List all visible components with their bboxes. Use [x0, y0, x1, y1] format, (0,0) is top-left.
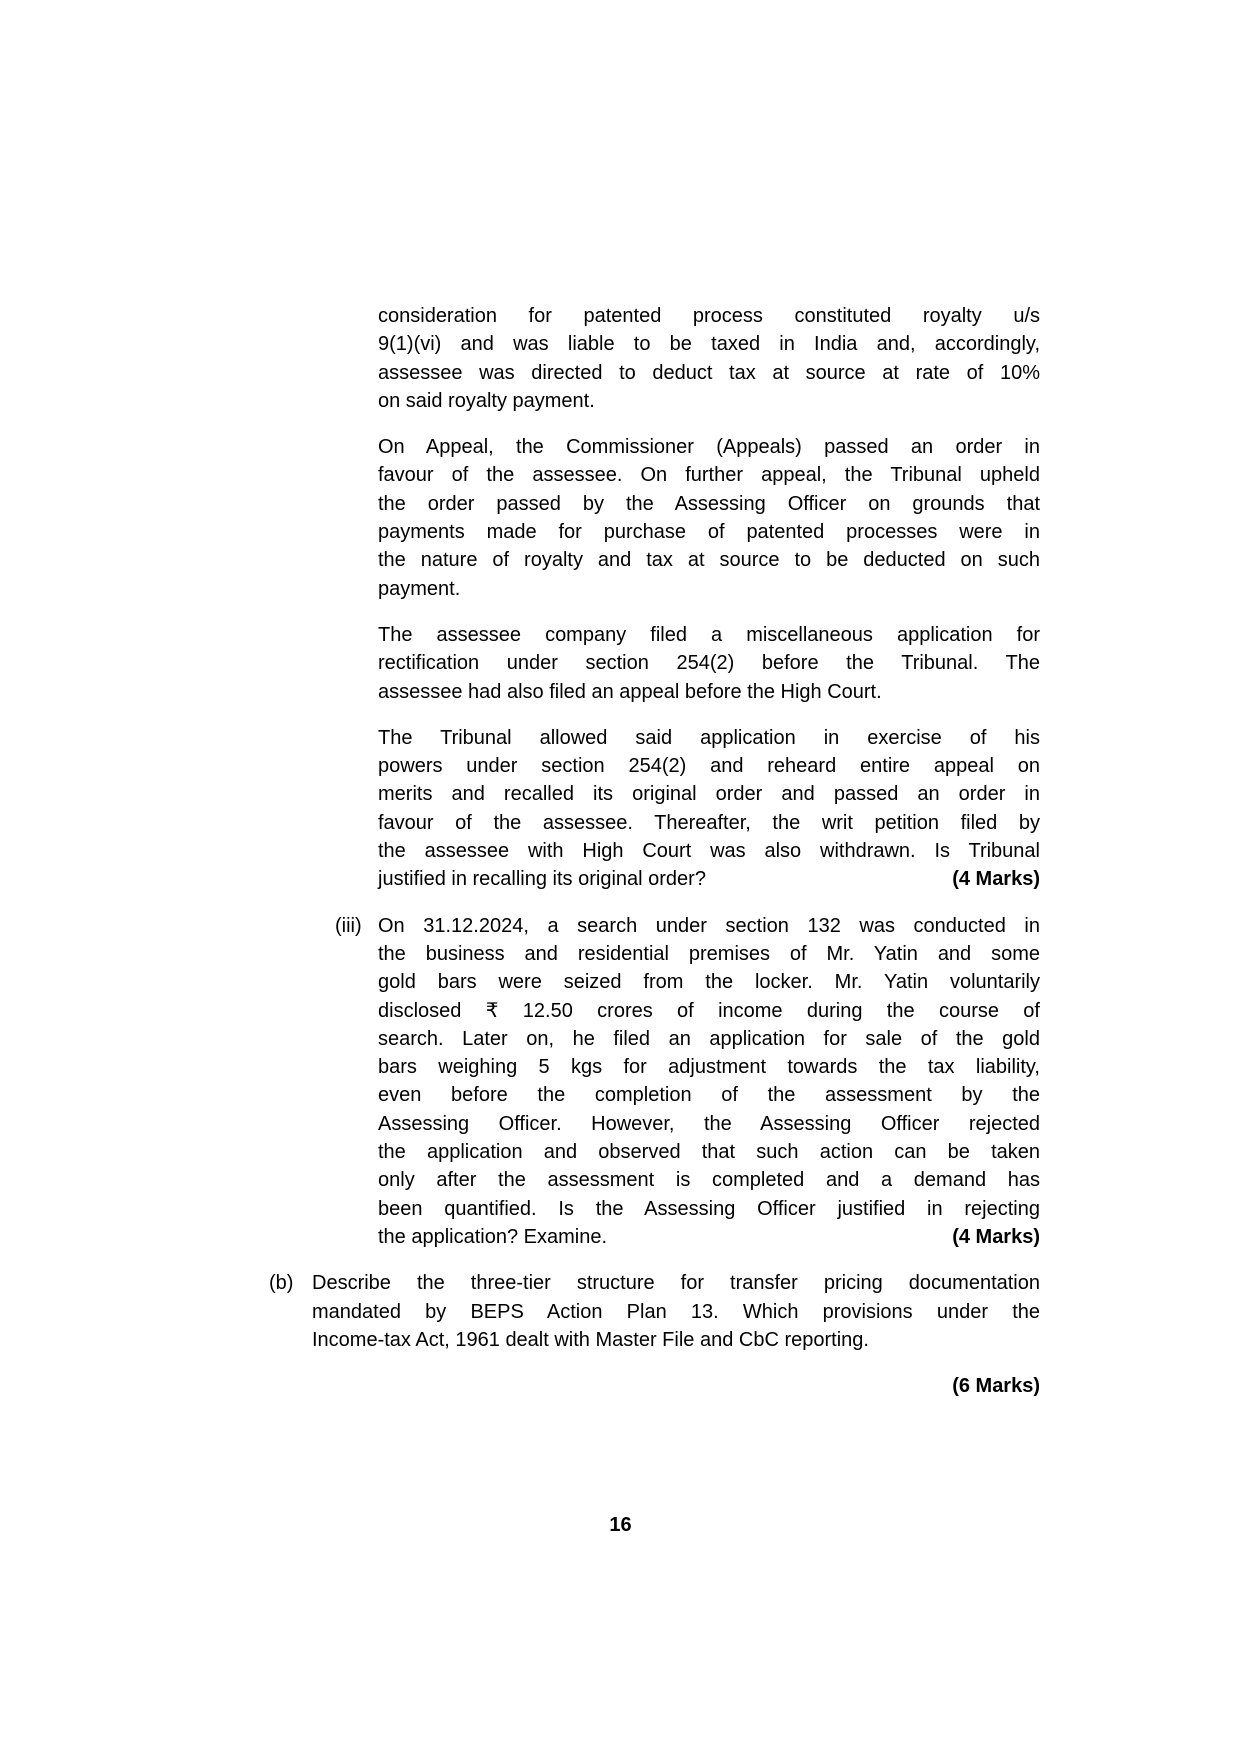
- text-line: payments made for purchase of patented processes were in: [378, 521, 1040, 544]
- text-line: even before the completion of the assessment by the: [378, 1084, 1040, 1107]
- text-line: the application? Examine.: [378, 1225, 608, 1248]
- text-line: bars weighing 5 kgs for adjustment towards the tax liability,: [378, 1056, 1040, 1079]
- text-line: consideration for patented process constituted royalty u/s: [378, 305, 1040, 327]
- marks-label: (4 Marks): [952, 868, 1040, 891]
- text-line: disclosed ₹ 12.50 crores of income during the course of: [378, 999, 1040, 1022]
- document-body: [269, 302, 1040, 1418]
- text-line: the assessee with High Court was also withdrawn. Is Tribunal: [378, 840, 1040, 863]
- marks-label: (6 Marks): [952, 1375, 1040, 1398]
- text-line: assessee had also filed an appeal before the High Court.: [378, 680, 882, 703]
- text-line: the application and observed that such action can be taken: [378, 1141, 1040, 1164]
- text-line: On Appeal, the Commissioner (Appeals) passed an order in: [378, 436, 1040, 459]
- page-number: 16: [609, 1514, 632, 1536]
- paragraph-miscellaneous-application: [378, 621, 1040, 706]
- item-label: (b): [269, 1272, 294, 1295]
- text-line: been quantified. Is the Assessing Officer justified in rejecting: [378, 1197, 1040, 1220]
- text-line: the order passed by the Assessing Officer on grounds that: [378, 492, 1040, 515]
- text-line: powers under section 254(2) and reheard entire appeal on: [378, 755, 1040, 778]
- text-line: merits and recalled its original order and passed an order in: [378, 783, 1040, 806]
- marks-label: (4 Marks): [952, 1225, 1040, 1248]
- paragraph-tribunal-recall: [378, 724, 1040, 894]
- text-line: Income-tax Act, 1961 dealt with Master File and CbC reporting.: [312, 1328, 869, 1351]
- text-line: justified in recalling its original order?: [378, 868, 706, 891]
- text-line: favour of the assessee. Thereafter, the writ petition filed by: [378, 811, 1040, 834]
- text-line: The Tribunal allowed said application in exercise of his: [378, 726, 1040, 749]
- text-line: favour of the assessee. On further appeal, the Tribunal upheld: [378, 464, 1040, 487]
- text-line: Describe the three-tier structure for transfer pricing documentation: [312, 1272, 1040, 1295]
- text-line: mandated by BEPS Action Plan 13. Which provisions under the: [312, 1300, 1040, 1323]
- text-line: Assessing Officer. However, the Assessing Officer rejected: [378, 1112, 1040, 1135]
- text-line: search. Later on, he filed an application for sale of the gold: [378, 1027, 1040, 1050]
- paragraph-royalty-consideration: [378, 302, 1040, 415]
- text-line: assessee was directed to deduct tax at source at rate of 10%: [378, 361, 1040, 384]
- text-line: gold bars were seized from the locker. Mr. Yatin voluntarily: [378, 971, 1040, 994]
- text-line: The assessee company filed a miscellaneous application for: [378, 623, 1040, 646]
- text-line: the nature of royalty and tax at source to be deducted on such: [378, 549, 1040, 572]
- text-line: 9(1)(vi) and was liable to be taxed in India and, accordingly,: [378, 333, 1040, 356]
- text-line: payment.: [378, 577, 461, 600]
- question-item-iii: [335, 912, 1040, 1252]
- text-line: On 31.12.2024, a search under section 132 was conducted in: [378, 914, 1040, 937]
- item-label: (iii): [335, 914, 362, 937]
- text-line: on said royalty payment.: [378, 389, 595, 412]
- text-line: only after the assessment is completed and a demand has: [378, 1169, 1040, 1192]
- question-item-b: [269, 1269, 1040, 1400]
- paragraph-appeal-commissioner: [378, 433, 1040, 603]
- text-line: rectification under section 254(2) before the Tribunal. The: [378, 652, 1040, 675]
- text-line: the business and residential premises of Mr. Yatin and some: [378, 942, 1040, 965]
